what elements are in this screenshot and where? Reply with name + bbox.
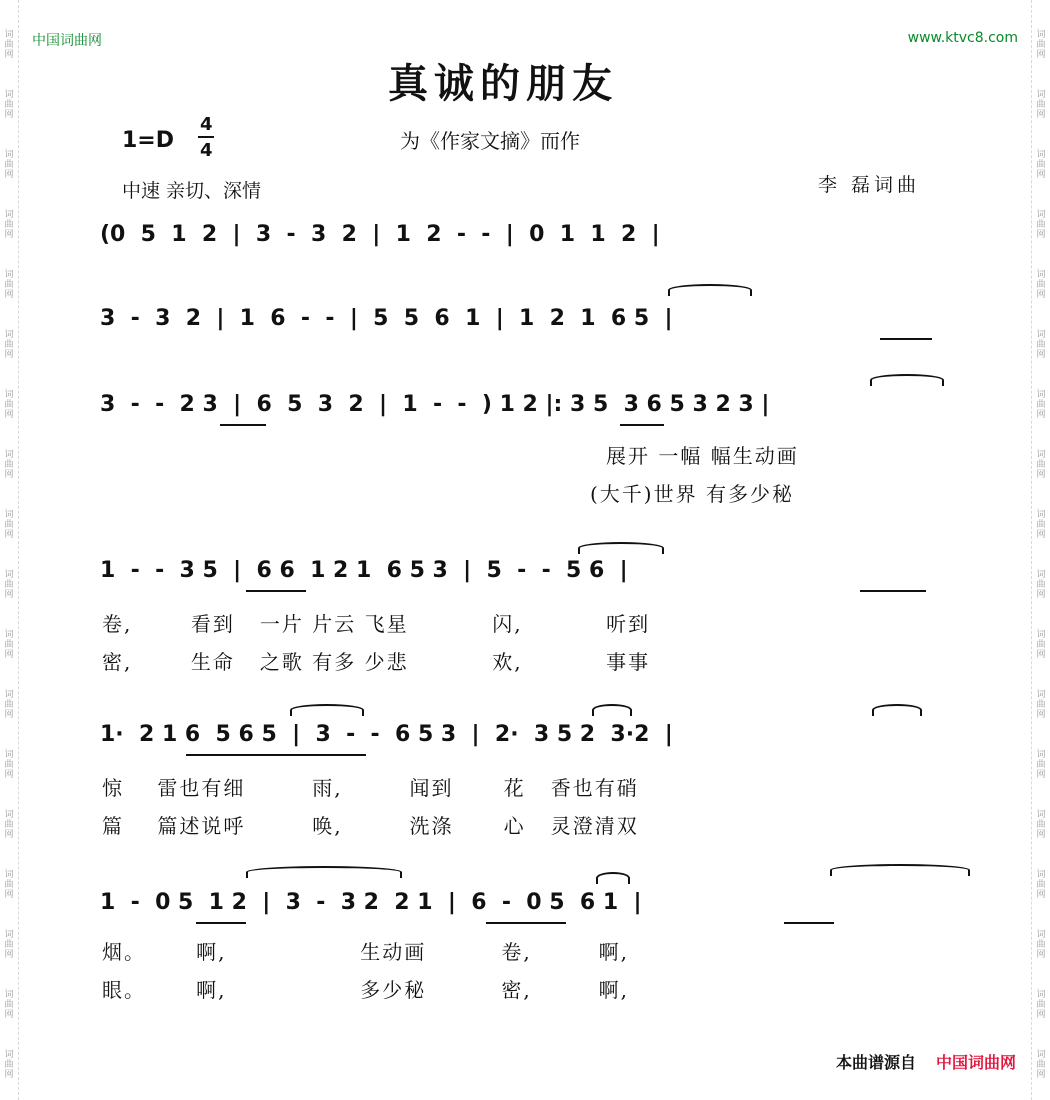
watermark-char: 网 <box>4 110 14 120</box>
watermark-char: 曲 <box>1036 880 1046 890</box>
watermark-char: 网 <box>1036 1070 1046 1080</box>
watermark-char: 词 <box>1036 870 1046 880</box>
slur <box>870 374 944 386</box>
lyric-line-4b: 密, 生命 之歌 有多 少悲 欢, 事事 <box>102 650 651 674</box>
score-line-1 <box>100 212 970 272</box>
beam-underline <box>486 922 566 924</box>
watermark-char: 词 <box>1036 150 1046 160</box>
site-link-left[interactable]: 中国词曲网 <box>32 33 102 49</box>
notes-line-3: 3 - - 2 3 | 6 5 3 2 | 1 - - ) 1 2 |: 3 5 3 6 5 3 2 3 | <box>100 392 770 417</box>
watermark-char: 词 <box>4 150 14 160</box>
watermark-char: 曲 <box>1036 1000 1046 1010</box>
watermark-char: 曲 <box>4 340 14 350</box>
source-label: 本曲谱源自 <box>835 1053 916 1072</box>
watermark-char: 词 <box>4 210 14 220</box>
watermark-char: 曲 <box>1036 280 1046 290</box>
slur <box>290 704 364 716</box>
watermark-char: 词 <box>1036 810 1046 820</box>
watermark-char: 网 <box>1036 290 1046 300</box>
watermark-char: 网 <box>1036 410 1046 420</box>
watermark-char: 网 <box>1036 710 1046 720</box>
watermark-char: 曲 <box>4 940 14 950</box>
key-signature: 1=D <box>122 128 175 153</box>
watermark-char: 曲 <box>1036 160 1046 170</box>
watermark-char: 曲 <box>4 760 14 770</box>
watermark-char: 曲 <box>1036 100 1046 110</box>
time-signature-top: 4 <box>200 114 213 135</box>
watermark-char: 词 <box>4 810 14 820</box>
watermark-char: 词 <box>1036 750 1046 760</box>
watermark-char: 词 <box>4 930 14 940</box>
watermark-char: 词 <box>4 570 14 580</box>
watermark-char: 词 <box>4 510 14 520</box>
watermark-char: 网 <box>4 170 14 180</box>
time-signature-bottom: 4 <box>200 140 213 161</box>
watermark-char: 网 <box>4 590 14 600</box>
watermark-char: 网 <box>4 410 14 420</box>
slur <box>578 542 664 554</box>
watermark-char: 曲 <box>4 1060 14 1070</box>
watermark-char: 词 <box>1036 990 1046 1000</box>
watermark-char: 词 <box>4 90 14 100</box>
watermark-char: 词 <box>4 990 14 1000</box>
watermark-char: 词 <box>1036 90 1046 100</box>
watermark-char: 曲 <box>4 400 14 410</box>
watermark-char: 曲 <box>1036 700 1046 710</box>
watermark-char: 词 <box>4 270 14 280</box>
score-line-2 <box>100 296 970 356</box>
watermark-char: 词 <box>1036 690 1046 700</box>
watermark-char: 曲 <box>4 280 14 290</box>
tempo-marking: 中速 亲切、深情 <box>122 180 262 202</box>
watermark-char: 词 <box>4 690 14 700</box>
score-line-5 <box>100 712 970 772</box>
watermark-char: 网 <box>4 1010 14 1020</box>
watermark-char: 曲 <box>1036 40 1046 50</box>
notes-line-6: 1 - 0 5 1 2 | 3 - 3 2 2 1 | 6 - 0 5 6 1 | <box>100 890 642 915</box>
watermark-char: 曲 <box>4 640 14 650</box>
beam-underline <box>784 922 834 924</box>
watermark-char: 网 <box>1036 950 1046 960</box>
watermark-char: 词 <box>4 630 14 640</box>
watermark-char: 曲 <box>4 700 14 710</box>
watermark-char: 网 <box>4 830 14 840</box>
subtitle: 为《作家文摘》而作 <box>400 129 580 153</box>
watermark-char: 词 <box>1036 630 1046 640</box>
notes-line-5: 1· 2 1 6 5 6 5 | 3 - - 6 5 3 | 2· 3 5 2 3·2 | <box>100 722 673 747</box>
watermark-char: 词 <box>4 330 14 340</box>
watermark-char: 词 <box>1036 570 1046 580</box>
watermark-char: 网 <box>4 230 14 240</box>
beam-underline <box>880 338 932 340</box>
watermark-char: 网 <box>4 1070 14 1080</box>
beam-underline <box>246 590 306 592</box>
watermark-char: 曲 <box>4 460 14 470</box>
watermark-char: 网 <box>4 350 14 360</box>
composer-credit: 李 磊词曲 <box>818 174 921 196</box>
watermark-char: 曲 <box>4 580 14 590</box>
source-footer <box>836 1050 1016 1073</box>
watermark-char: 词 <box>1036 510 1046 520</box>
watermark-char: 网 <box>1036 110 1046 120</box>
lyric-line-3b: (大千)世界 有多少秘 <box>590 482 794 506</box>
score-line-6 <box>100 880 970 940</box>
watermark-char: 曲 <box>1036 460 1046 470</box>
watermark-char: 网 <box>1036 650 1046 660</box>
beam-underline <box>860 590 926 592</box>
watermark-char: 网 <box>1036 770 1046 780</box>
notes-line-2: 3 - 3 2 | 1 6 - - | 5 5 6 1 | 1 2 1 6 5 | <box>100 306 673 331</box>
watermark-char: 曲 <box>4 520 14 530</box>
watermark-char: 词 <box>1036 30 1046 40</box>
watermark-char: 曲 <box>4 880 14 890</box>
watermark-char: 网 <box>4 530 14 540</box>
watermark-char: 词 <box>4 870 14 880</box>
right-watermark-strip <box>1031 0 1050 1100</box>
watermark-char: 曲 <box>4 220 14 230</box>
watermark-char: 曲 <box>1036 400 1046 410</box>
watermark-char: 网 <box>1036 590 1046 600</box>
slur <box>668 284 752 296</box>
watermark-char: 曲 <box>4 1000 14 1010</box>
watermark-char: 网 <box>4 290 14 300</box>
watermark-char: 网 <box>4 950 14 960</box>
watermark-char: 词 <box>4 1050 14 1060</box>
watermark-char: 网 <box>1036 890 1046 900</box>
watermark-char: 词 <box>1036 450 1046 460</box>
watermark-char: 词 <box>4 750 14 760</box>
watermark-char: 网 <box>1036 170 1046 180</box>
score-line-4 <box>100 548 970 608</box>
watermark-char: 网 <box>4 470 14 480</box>
watermark-char: 词 <box>4 450 14 460</box>
left-watermark-strip <box>0 0 19 1100</box>
beam-underline <box>220 424 266 426</box>
notes-line-4: 1 - - 3 5 | 6 6 1 2 1 6 5 3 | 5 - - 5 6 | <box>100 558 628 583</box>
watermark-char: 曲 <box>4 40 14 50</box>
watermark-char: 网 <box>1036 470 1046 480</box>
watermark-char: 曲 <box>1036 940 1046 950</box>
watermark-char: 曲 <box>4 160 14 170</box>
score-line-3 <box>100 382 970 442</box>
watermark-char: 词 <box>4 30 14 40</box>
watermark-char: 网 <box>4 890 14 900</box>
lyric-line-5b: 篇 篇述说呼 唤, 洗涤 心 灵澄清双 <box>102 814 639 838</box>
time-signature-line <box>198 136 214 138</box>
watermark-char: 词 <box>1036 270 1046 280</box>
watermark-char: 曲 <box>1036 640 1046 650</box>
beam-underline <box>186 754 366 756</box>
watermark-char: 网 <box>4 650 14 660</box>
watermark-char: 曲 <box>1036 760 1046 770</box>
song-title: 真诚的朋友 <box>388 61 618 107</box>
source-site-link[interactable]: 中国词曲网 <box>935 1053 1016 1072</box>
site-link-right[interactable]: www.ktvc8.com <box>907 30 1018 46</box>
watermark-char: 词 <box>1036 210 1046 220</box>
watermark-char: 网 <box>1036 830 1046 840</box>
watermark-char: 网 <box>4 710 14 720</box>
slur <box>592 704 632 716</box>
watermark-char: 网 <box>1036 50 1046 60</box>
slur <box>246 866 402 878</box>
watermark-char: 曲 <box>1036 340 1046 350</box>
watermark-char: 网 <box>1036 530 1046 540</box>
lyric-line-4a: 卷, 看到 一片 片云 飞星 闪, 听到 <box>102 612 651 636</box>
watermark-char: 曲 <box>4 100 14 110</box>
slur <box>830 864 970 876</box>
watermark-char: 词 <box>1036 1050 1046 1060</box>
notes-line-1: (0 5 1 2 | 3 - 3 2 | 1 2 - - | 0 1 1 2 | <box>100 222 660 247</box>
lyric-line-3a: 展开 一幅 幅生动画 <box>606 444 799 468</box>
watermark-char: 词 <box>1036 330 1046 340</box>
lyric-line-6a: 烟。 啊, 生动画 卷, 啊, <box>102 940 630 964</box>
slur <box>596 872 630 884</box>
slur <box>872 704 922 716</box>
lyric-line-6b: 眼。 啊, 多少秘 密, 啊, <box>102 978 630 1002</box>
watermark-char: 曲 <box>1036 580 1046 590</box>
watermark-char: 词 <box>1036 930 1046 940</box>
watermark-char: 词 <box>4 390 14 400</box>
lyric-line-5a: 惊 雷也有细 雨, 闻到 花 香也有硝 <box>102 776 639 800</box>
watermark-char: 网 <box>1036 350 1046 360</box>
watermark-char: 网 <box>4 50 14 60</box>
watermark-char: 曲 <box>1036 820 1046 830</box>
watermark-char: 网 <box>4 770 14 780</box>
watermark-char: 曲 <box>1036 1060 1046 1070</box>
watermark-char: 曲 <box>1036 520 1046 530</box>
beam-underline <box>620 424 664 426</box>
watermark-char: 词 <box>1036 390 1046 400</box>
watermark-char: 曲 <box>1036 220 1046 230</box>
beam-underline <box>196 922 246 924</box>
watermark-char: 曲 <box>4 820 14 830</box>
watermark-char: 网 <box>1036 230 1046 240</box>
watermark-char: 网 <box>1036 1010 1046 1020</box>
